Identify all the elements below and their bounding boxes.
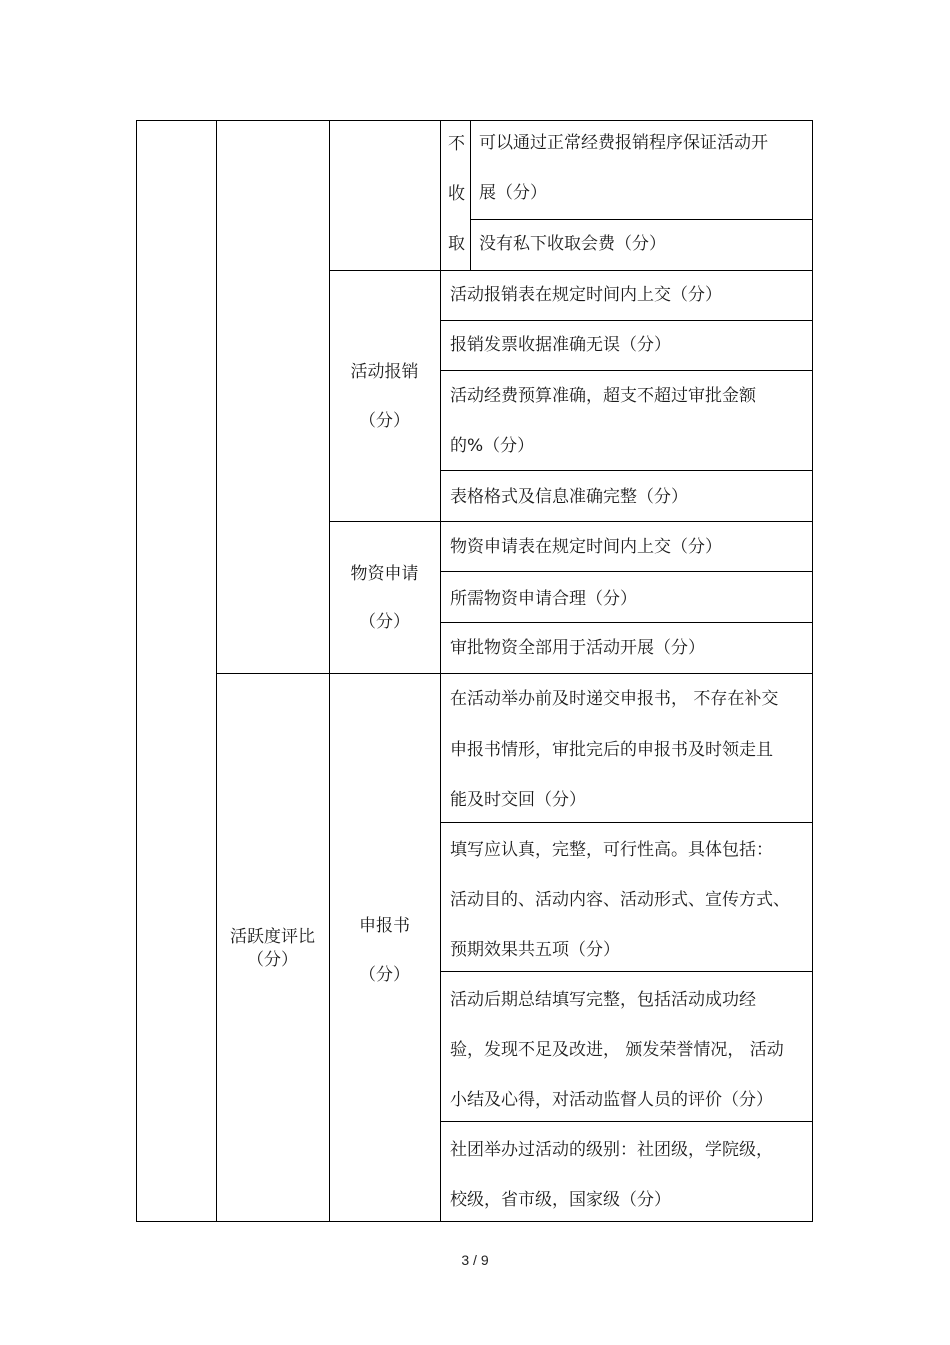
- criterion-text: 展（分）: [479, 183, 547, 203]
- criterion-text: 在活动举办前及时递交申报书， 不存在补交: [450, 689, 779, 709]
- page-number: 3 / 9: [461, 1252, 489, 1268]
- reimburse-label-unit: （分）: [359, 411, 410, 431]
- criterion-text: 活动经费预算准确，超支不超过审批金额: [450, 386, 756, 406]
- activity-category-unit: （分）: [247, 950, 298, 970]
- criterion-text: 小结及心得，对活动监督人员的评价（分）: [450, 1090, 773, 1110]
- no-fee-label-char-2: 收: [448, 184, 465, 204]
- application-label: 申报书: [359, 916, 410, 936]
- criterion-text: 社团举办过活动的级别：社团级，学院级，: [450, 1140, 773, 1160]
- application-label-unit: （分）: [359, 965, 410, 985]
- criterion-text: 物资申请表在规定时间内上交（分）: [450, 537, 722, 557]
- criterion-text: 验，发现不足及改进， 颁发荣誉情况， 活动: [450, 1040, 784, 1060]
- criterion-text: 报销发票收据准确无误（分）: [450, 335, 671, 355]
- criterion-text: 审批物资全部用于活动开展（分）: [450, 638, 705, 658]
- criterion-text: 的%（分）: [450, 436, 535, 456]
- supplies-label-unit: （分）: [359, 612, 410, 632]
- criterion-text: 校级，省市级，国家级（分）: [450, 1190, 671, 1210]
- activity-category-label: 活跃度评比: [230, 927, 315, 947]
- criterion-text: 活动后期总结填写完整，包括活动成功经: [450, 990, 756, 1010]
- criterion-text: 活动目的、活动内容、活动形式、宣传方式、: [450, 890, 790, 910]
- no-fee-label-char-3: 取: [448, 234, 465, 254]
- criterion-text: 活动报销表在规定时间内上交（分）: [450, 285, 722, 305]
- criterion-text: 预期效果共五项（分）: [450, 940, 620, 960]
- criterion-text: 表格格式及信息准确完整（分）: [450, 487, 688, 507]
- criterion-text: 能及时交回（分）: [450, 790, 586, 810]
- criterion-text: 填写应认真，完整，可行性高。具体包括：: [450, 840, 773, 860]
- criterion-text: 申报书情形，审批完后的申报书及时领走且: [450, 740, 773, 760]
- no-fee-label-char-1: 不: [448, 134, 465, 154]
- criterion-text: 所需物资申请合理（分）: [450, 589, 637, 609]
- supplies-label: 物资申请: [350, 564, 419, 584]
- reimburse-label: 活动报销: [350, 362, 419, 382]
- criterion-text: 没有私下收取会费（分）: [479, 234, 666, 254]
- criterion-text: 可以通过正常经费报销程序保证活动开: [479, 133, 768, 153]
